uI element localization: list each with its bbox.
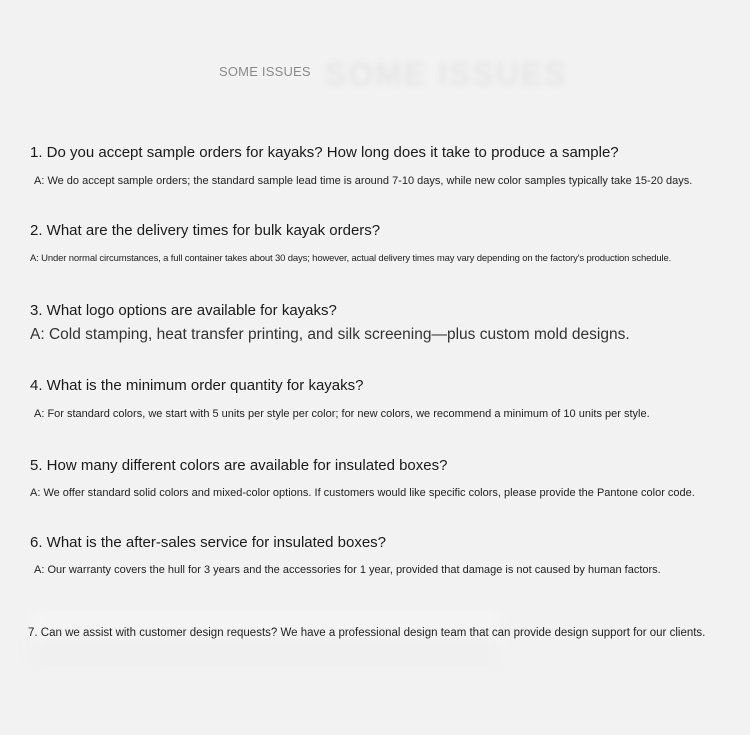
faq-answer-2: A: Under normal circumstances, a full container takes about 30 days; however, actual delivery times may vary depending on the factory's production schedule.: [30, 253, 672, 264]
faq-question-2: 2. What are the delivery times for bulk kayak orders?: [30, 222, 381, 239]
faq-question-4: 4. What is the minimum order quantity for kayaks?: [30, 377, 364, 394]
faq-question-3: 3. What logo options are available for kayaks?: [30, 302, 337, 319]
ghost-watermark-text: SOME ISSUES: [325, 56, 568, 92]
faq-answer-5: A: We offer standard solid colors and mixed-color options. If customers would like specific colors, please provide the Pantone color code.: [30, 487, 695, 499]
faq-answer-1: A: We do accept sample orders; the standard sample lead time is around 7-10 days, while new color samples typically take 15-20 days.: [34, 175, 693, 187]
faq-answer-6: A: Our warranty covers the hull for 3 years and the accessories for 1 year, provided that damage is not caused by human factors.: [34, 564, 661, 576]
faq-answer-3: A: Cold stamping, heat transfer printing, and silk screening—plus custom mold designs.: [30, 326, 630, 343]
faq-question-6: 6. What is the after-sales service for insulated boxes?: [30, 534, 387, 551]
faq-question-1: 1. Do you accept sample orders for kayaks? How long does it take to produce a sample?: [30, 144, 619, 161]
faq-question-5: 5. How many different colors are available for insulated boxes?: [30, 457, 448, 474]
faq-answer-4: A: For standard colors, we start with 5 units per style per color; for new colors, we recommend a minimum of 10 units per style.: [34, 408, 650, 420]
section-heading: SOME ISSUES: [219, 64, 311, 79]
faq-question-7: 7. Can we assist with customer design requests? We have a professional design team that can provide design support for our clients.: [28, 627, 706, 639]
